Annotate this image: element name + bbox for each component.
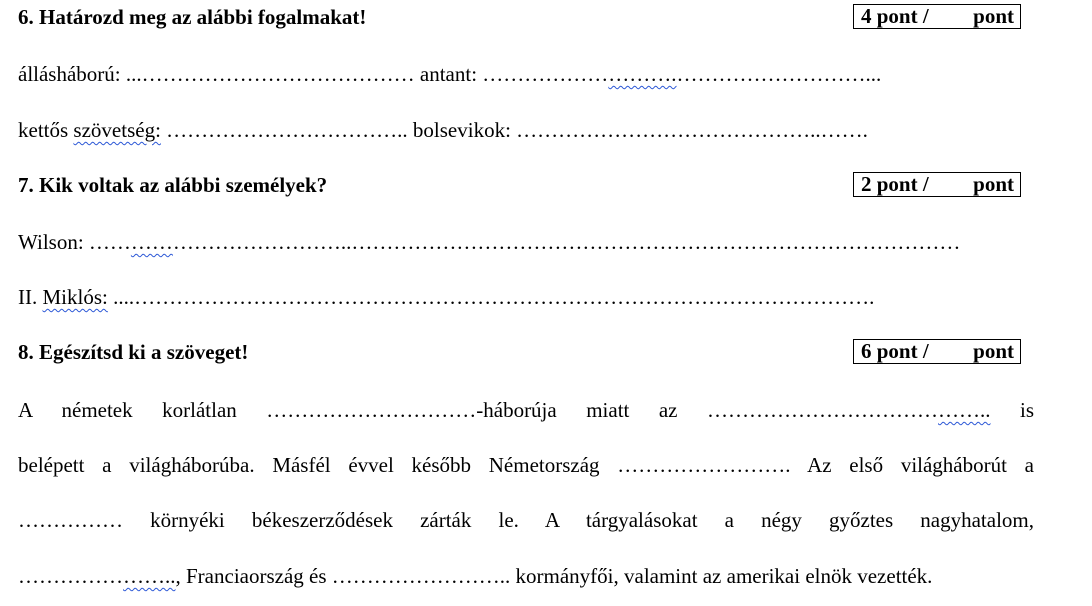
spellcheck-mark: ………. <box>608 62 677 86</box>
q6-line-1-text-a: állásháború: ...………………………………… antant: ……………… <box>18 62 609 86</box>
q7-line-2-text-b: ....……………………………………………………………………………………………. <box>107 285 875 309</box>
q6-line-2 <box>18 117 1034 143</box>
q6-points-box <box>853 4 1021 29</box>
spellcheck-mark: …….. <box>938 398 991 422</box>
q6-points-label: pont <box>973 4 1014 28</box>
q6-line-2-text-b: …………………………….. bolsevikok: ……………………………………..……. <box>160 118 868 142</box>
q8-line-1 <box>18 397 1034 423</box>
q6-heading: 6. Határozd meg az alábbi fogalmakat! <box>18 5 367 29</box>
q7-line-1 <box>18 229 1034 255</box>
q7-line-1-text-a: Wilson: …… <box>18 230 131 254</box>
q7-line-1-text-b: ……………………..…………………………………………………………………………… <box>172 230 961 254</box>
q8-line-4-text-b: , Franciaország és …………………….. kormányfői, valamint az amerikai elnök vezették. <box>175 564 933 588</box>
spellcheck-mark: Miklós: <box>42 285 108 309</box>
spellcheck-mark: …… <box>130 230 173 254</box>
q6-points-max: 4 pont / <box>861 4 929 28</box>
q6-line-2-text-a: kettős <box>18 118 74 142</box>
q6-line-1-text-b: ………………………... <box>676 62 882 86</box>
q7-points-box <box>853 172 1021 197</box>
q8-heading: 8. Egészítsd ki a szöveget! <box>18 340 249 364</box>
q8-line-4 <box>18 563 1034 589</box>
q7-points-label: pont <box>973 172 1014 196</box>
q8-line-4-text-a: …………… <box>18 564 123 588</box>
spellcheck-mark: szövetség: <box>73 118 161 142</box>
q6-line-1 <box>18 61 1034 87</box>
q8-points-box <box>853 339 1021 364</box>
q7-points-max: 2 pont / <box>861 172 929 196</box>
q8-line-1-text-b: is <box>990 398 1034 422</box>
q8-points-max: 6 pont / <box>861 339 929 363</box>
q7-heading: 7. Kik voltak az alábbi személyek? <box>18 173 328 197</box>
q8-line-2: belépett a világháborúba. Másfél évvel később Németország ……………………. Az első világháborút a <box>18 453 1034 477</box>
q7-line-2-text-a: II. <box>18 285 43 309</box>
q7-line-2 <box>18 284 1034 310</box>
q8-line-3: …………… környéki békeszerződések zárták le. A tárgyalásokat a négy győztes nagyhatalom, <box>18 508 1034 532</box>
spellcheck-mark: …….. <box>123 564 176 588</box>
q8-line-1-text-a: A németek korlátlan …………………………-háborúja miatt az …………………………… <box>18 398 938 422</box>
q8-points-label: pont <box>973 339 1014 363</box>
